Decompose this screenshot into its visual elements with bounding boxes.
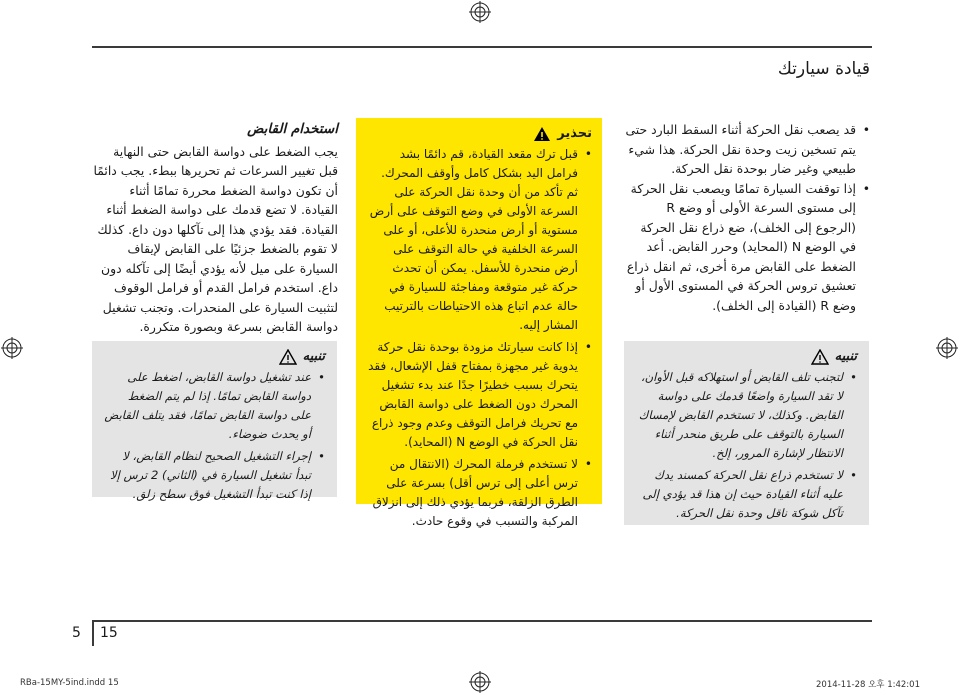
caution-triangle-icon (279, 349, 297, 365)
warning-box (356, 118, 602, 528)
registration-mark-top (469, 1, 491, 23)
warning-bullet: • إذا كانت سيارتك مزودة بوحدة نقل حركة يدوية غير مجهزة بمفتاح قفل الإشعال، فقد يتحرك بسبب خطيرًا جدًا عند بدء تشغيل المحرك دون الضغط على دواسة القابض مع تحريك فرامل التوقف وعدم وجود ذراع نقل الحركة في الوضع N (المحايد). (366, 338, 592, 452)
print-timestamp: 2014-11-28 오후 1:42:01 (816, 680, 920, 690)
notice-bullet: • عند تشغيل دواسة القابض، اضغط على دواسة القابض تمامًا. إذا لم يتم الضغط على دواسة القابض تمامًا، فقد يتلف القابض أو يحدث ضوضاء. (104, 368, 325, 444)
warning-triangle-icon (533, 126, 551, 142)
caution-triangle-icon (811, 349, 829, 365)
header-rule (92, 46, 872, 48)
gear-shift-cold-note: • قد يصعب نقل الحركة أثناء السقط البارد حتى يتم تسخين زيت وحدة نقل الحركة. هذا شيء طبيعي وغير ضار بوحدة نقل الحركة. (624, 120, 870, 179)
notice-box-clutch-operation (92, 341, 337, 501)
intro-bullets (624, 120, 870, 315)
notice-bullet: • لا تستخدم ذراع نقل الحركة كمسند يدك عليه أثناء القيادة حيث إن هذا قد يؤدي إلى تآكل شوكة ناقل وحدة نقل الحركة. (636, 466, 857, 523)
gear-shift-stopped-note: • إذا توقفت السيارة تمامًا ويصعب نقل الحركة إلى مستوى السرعة الأولى أو وضع R (الرجوع إلى الخلف)، ضع ذراع نقل الحركة في الوضع N (المحايد) وحرر القابض. أعد الضغط على القابض مرة أخرى، ثم انقل ذراع تعشيق تروس الحركة في المستوى الأول أو وضع R (القيادة إلى الخلف). (624, 179, 870, 316)
registration-mark-bottom (469, 671, 491, 693)
page-header-title: قيادة سيارتك (777, 59, 870, 79)
warning-bullet: • لا تستخدم فرملة المحرك (الانتقال من ترس أعلى إلى ترس أقل) بسرعة على الطرق الزلقة، فربما يؤدي ذلك إلى انزلاق المركبة والتسبب في وقوع حادث. (366, 455, 592, 531)
page-number-divider (92, 620, 94, 646)
clutch-paragraph: يجب الضغط على دواسة القابض حتى النهاية قبل تغيير السرعات ثم تحريرها ببطء. يجب دائمًا أن تكون دواسة الضغط محررة تمامًا أثناء القيادة. لا تضع قدمك على دواسة الضغط أثناء القيادة. فقد يؤدي هذا إلى تآكلها دون داع. كذلك لا تقوم بالضغط جزئيًا على القابض لإيقاف السيارة على ميل لأنه يؤدي أيضًا إلى تآكله دون داع. استخدم فرامل القدم أو فرامل الوقوف لتثبيت السيارة على المنحدرات. وتجنب تشغيل دواسة القابض بسرعة وبصورة متكررة. (93, 143, 338, 334)
registration-mark-right (936, 337, 958, 359)
chapter-number: 5 (72, 625, 81, 641)
section-title: استخدام القابض (247, 121, 338, 137)
warning-title: تحذير (366, 124, 592, 143)
notice-bullet: • إجراء التشغيل الصحيح لنظام القابض، لا تبدأ تشغيل السيارة في (الثاني) 2 ترس إلا إذا كنت تبدأ التشغيل فوق سطح زلق. (104, 447, 325, 504)
warning-bullet: • قبل ترك مقعد القيادة، قم دائمًا بشد فرامل اليد بشكل كامل وأوقف المحرك. ثم تأكد من أن وحدة نقل الحركة على السرعة الأولى في وضع التوقف على أرض مستوية أو أرض منحدرة للأعلى، أو على السرعة الخلفية في حالة التوقف على أرض منحدرة للأسفل. يمكن أن تحدث حركة غير متوقعة ومفاجئة للسيارة في حالة عدم اتباع هذه الاحتياطات بالترتيب المشار إليه. (366, 145, 592, 335)
footer-rule (92, 620, 872, 622)
notice-box-clutch-wear (624, 341, 869, 525)
notice-title: تنبيه (104, 347, 325, 366)
page-number: 15 (100, 625, 118, 641)
registration-mark-left (1, 337, 23, 359)
clutch-section (92, 120, 338, 337)
file-name-slug: RBa-15MY-5ind.indd 15 (20, 678, 119, 688)
notice-title: تنبيه (636, 347, 857, 366)
notice-bullet: • لتجنب تلف القابض أو استهلاكه قبل الأوان، لا تقد السيارة واضعًا قدمك على دواسة القابض. وكذلك، لا تستخدم القابض لإمساك السيارة بالتوقف على طريق منحدر أثناء الانتظار لإشارة المرور، إلخ. (636, 368, 857, 463)
